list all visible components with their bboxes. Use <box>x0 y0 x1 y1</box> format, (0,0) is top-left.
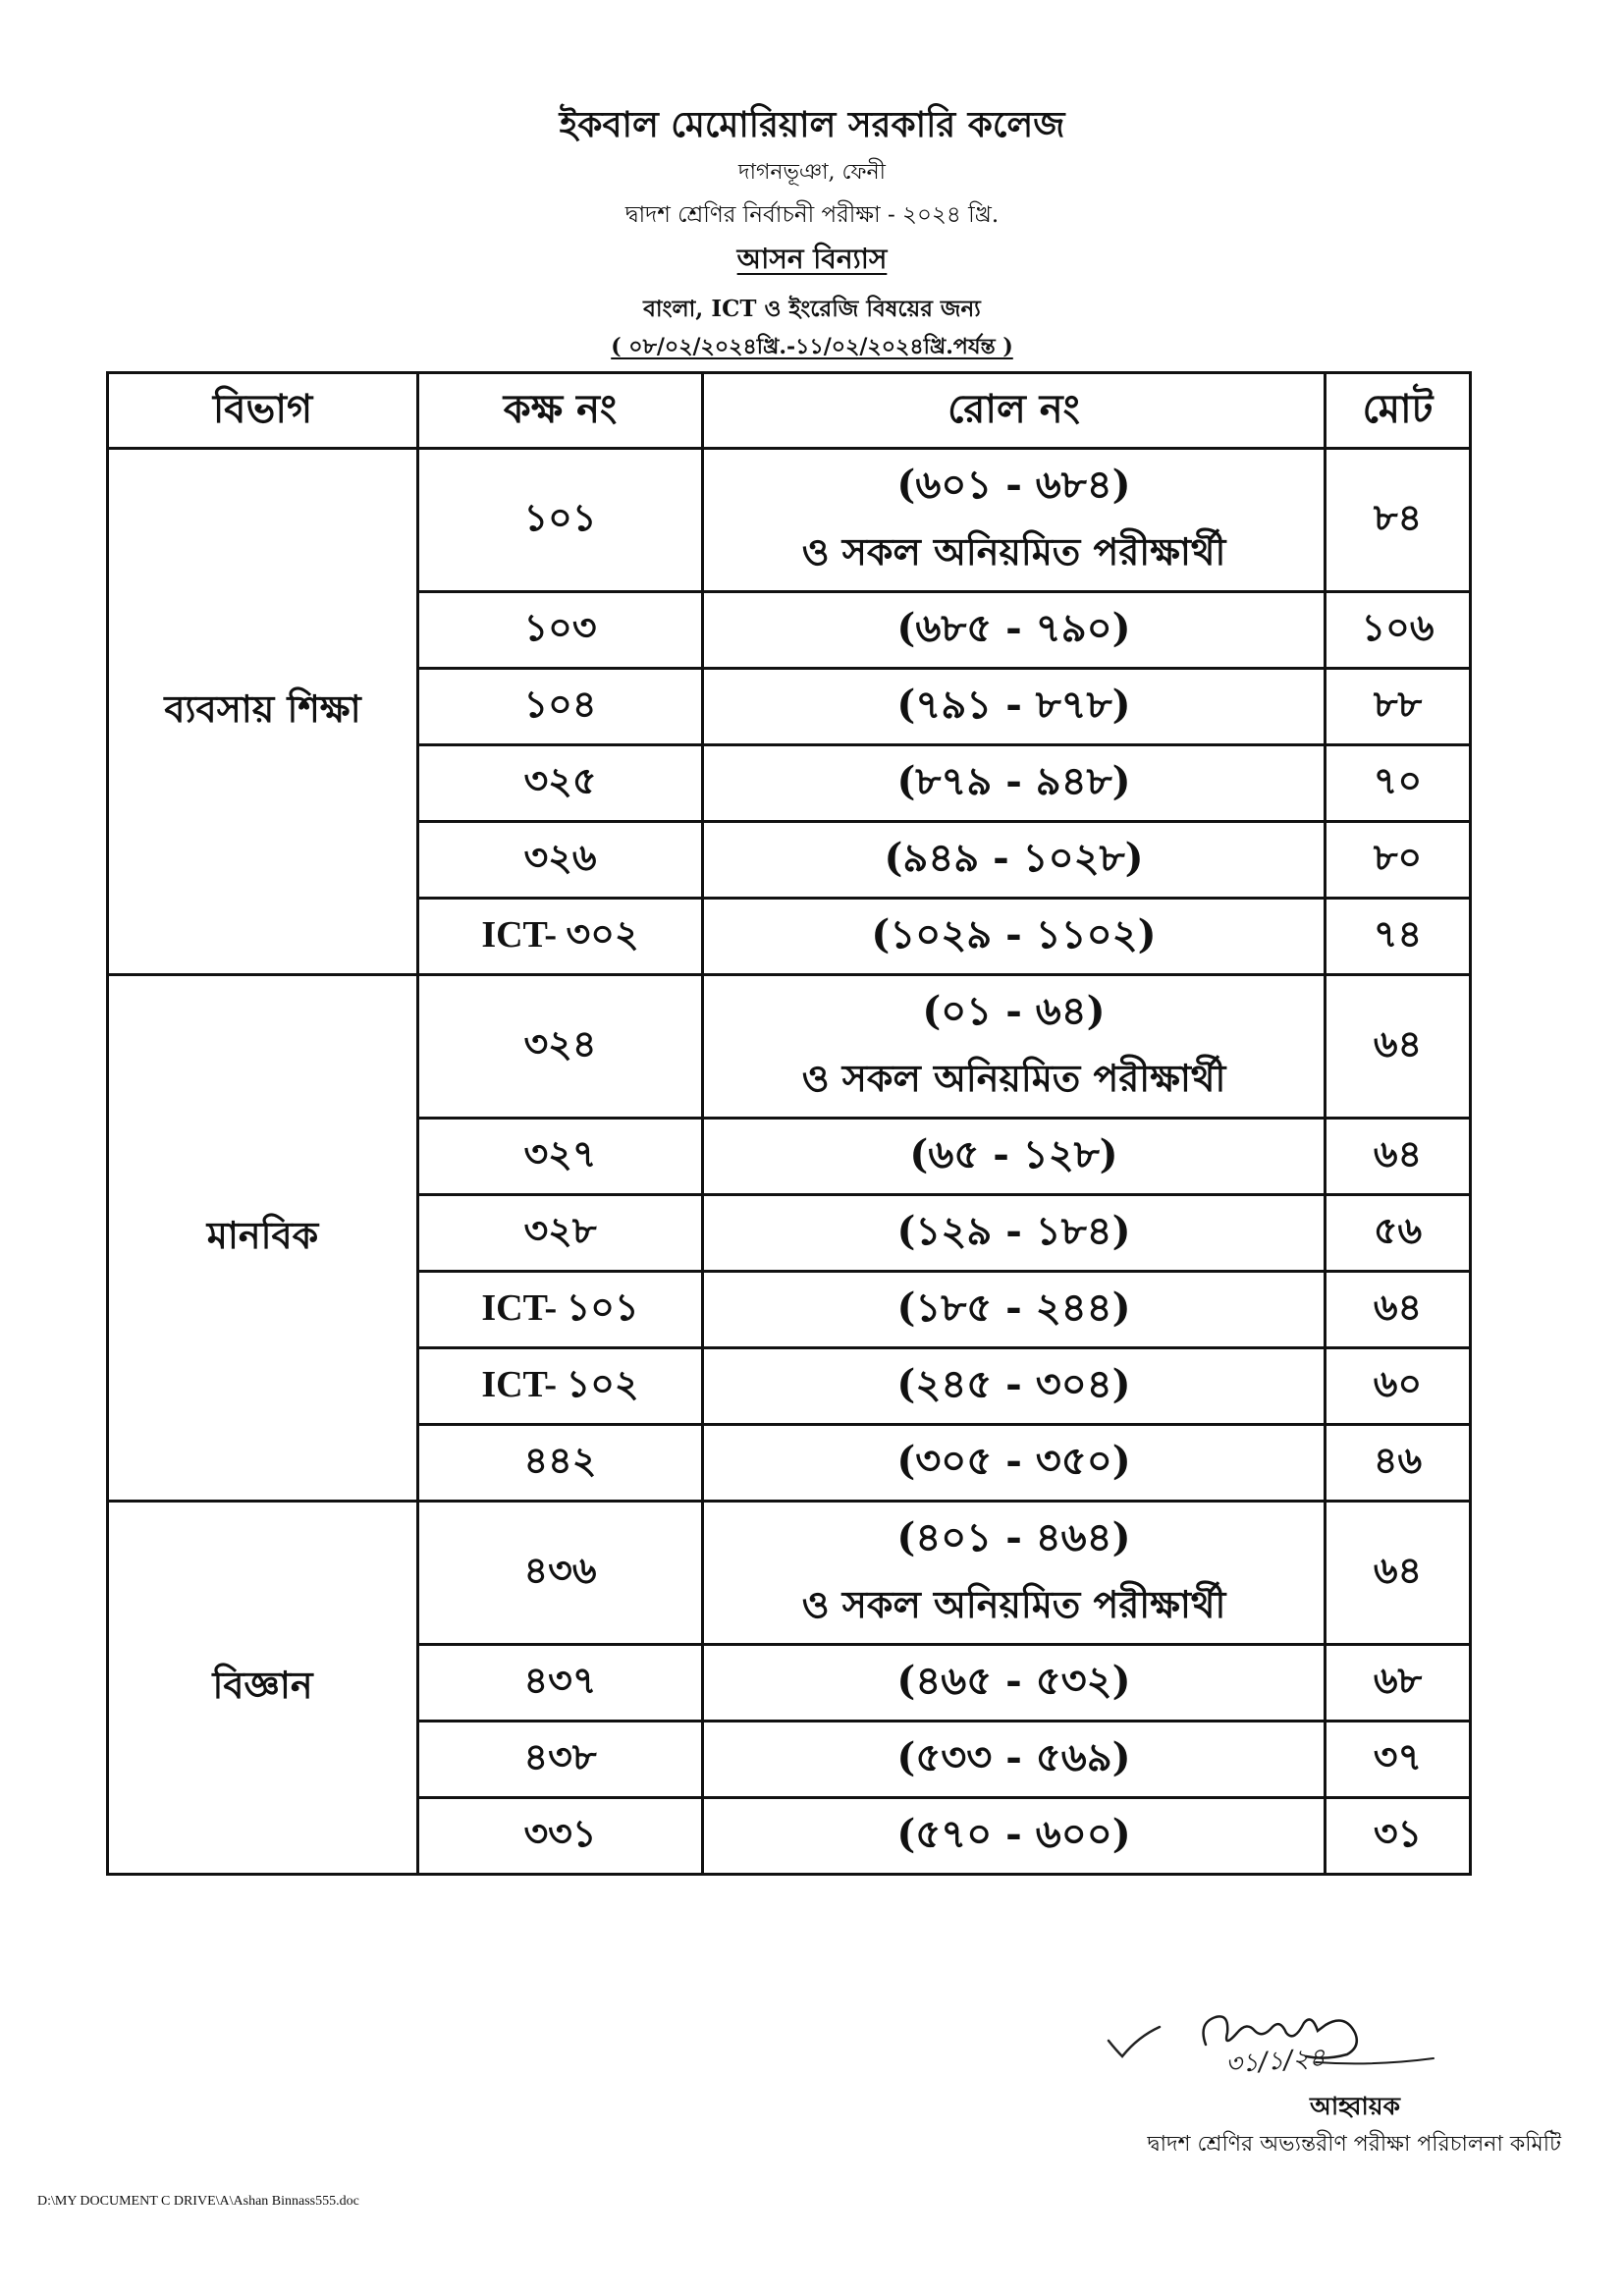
room-cell: ৪৩৮ <box>418 1722 703 1798</box>
table-row <box>108 975 1471 1119</box>
total-cell: ৫৬ <box>1326 1195 1471 1272</box>
committee-name: দ্বাদশ শ্রেণির অভ্যন্তরীণ পরীক্ষা পরিচালনা কমিটি <box>1147 2132 1561 2157</box>
roll-range: (৩০৫ - ৩৫০) <box>896 1438 1131 1484</box>
roll-cell <box>703 1272 1326 1348</box>
roll-range: (১০২৯ - ১১০২) <box>871 911 1157 957</box>
roll-range: (৪৬৫ - ৫৩২) <box>896 1658 1131 1704</box>
college-location: দাগনভূঞা, ফেনী <box>738 160 886 185</box>
roll-cell <box>703 975 1326 1119</box>
total-cell: ৩১ <box>1326 1798 1471 1875</box>
roll-cell <box>703 1119 1326 1195</box>
room-cell: ৩২৬ <box>418 822 703 899</box>
roll-cell <box>703 592 1326 669</box>
convener-label: আহ্বায়ক <box>1310 2092 1400 2120</box>
roll-cell <box>703 669 1326 745</box>
room-cell: ৩২৮ <box>418 1195 703 1272</box>
checkmark-icon <box>1105 2023 1164 2062</box>
total-cell: ৬০ <box>1326 1348 1471 1425</box>
header-room: কক্ষ নং <box>418 373 703 449</box>
room-cell: ৩২৫ <box>418 745 703 822</box>
date-range <box>0 330 1624 366</box>
room-cell: ৪৩৭ <box>418 1645 703 1722</box>
roll-range: (৮৭৯ - ৯৪৮) <box>896 758 1131 804</box>
roll-cell <box>703 899 1326 975</box>
roll-cell <box>703 1722 1326 1798</box>
seat-plan-title-text: আসন বিন্যাস <box>736 243 888 275</box>
roll-cell <box>703 1798 1326 1875</box>
table-row <box>108 1502 1471 1645</box>
total-cell: ৮০ <box>1326 822 1471 899</box>
roll-range: (১৮৫ - ২৪৪) <box>896 1285 1131 1331</box>
table-header-row <box>108 373 1471 449</box>
roll-range: (৬০১ - ৬৮৪) <box>896 462 1131 508</box>
roll-cell <box>703 1348 1326 1425</box>
total-cell: ৭০ <box>1326 745 1471 822</box>
irregular-examinees-note: ও সকল অনিয়মিত পরীক্ষার্থী <box>801 529 1226 574</box>
room-cell: ICT- ৩০২ <box>418 899 703 975</box>
department-cell: ব্যবসায় শিক্ষা <box>108 449 418 975</box>
roll-cell <box>703 449 1326 592</box>
room-cell: ৩২৭ <box>418 1119 703 1195</box>
date-range-text: ( ০৮/০২/২০২৪খ্রি.-১১/০২/২০২৪খ্রি.পর্যন্ত ) <box>611 334 1013 359</box>
subjects-line: বাংলা, ICT ও ইংরেজি বিষয়ের জন্য <box>643 296 981 322</box>
roll-range: (৭৯১ - ৮৭৮) <box>896 682 1131 728</box>
roll-cell <box>703 1645 1326 1722</box>
total-cell: ৬৪ <box>1326 975 1471 1119</box>
roll-cell <box>703 822 1326 899</box>
roll-range: (২৪৫ - ৩০৪) <box>896 1361 1131 1407</box>
roll-range: (১২৯ - ১৮৪) <box>896 1208 1131 1254</box>
roll-range: (৪০১ - ৪৬৪) <box>896 1514 1131 1560</box>
roll-cell <box>703 1502 1326 1645</box>
room-cell: ICT- ১০১ <box>418 1272 703 1348</box>
roll-range: (৬৫ - ১২৮) <box>909 1131 1118 1177</box>
total-cell: ৬৪ <box>1326 1119 1471 1195</box>
total-cell: ১০৬ <box>1326 592 1471 669</box>
seat-plan-body <box>108 449 1471 1875</box>
total-cell: ৮৪ <box>1326 449 1471 592</box>
room-cell: ৪৩৬ <box>418 1502 703 1645</box>
room-cell: ৪৪২ <box>418 1425 703 1502</box>
signature-block <box>1178 2003 1532 2092</box>
header-roll: রোল নং <box>703 373 1326 449</box>
department-cell: বিজ্ঞান <box>108 1502 418 1875</box>
roll-range: (০১ - ৬৪) <box>922 988 1106 1034</box>
room-cell: ৩২৪ <box>418 975 703 1119</box>
file-path-footer: D:\MY DOCUMENT C DRIVE\A\Ashan Binnass555.doc <box>37 2194 359 2209</box>
room-cell: ৩৩১ <box>418 1798 703 1875</box>
exam-title: দ্বাদশ শ্রেণির নির্বাচনী পরীক্ষা - ২০২৪ খ্রি. <box>624 202 1000 228</box>
roll-range: (৫৩৩ - ৫৬৯) <box>896 1734 1131 1780</box>
roll-range: (৯৪৯ - ১০২৮) <box>884 835 1144 881</box>
handwritten-date: ৩১/১/২৪ <box>1224 2043 1326 2080</box>
department-cell: মানবিক <box>108 975 418 1502</box>
roll-range: (৬৮৫ - ৭৯০) <box>896 605 1131 651</box>
table-row <box>108 449 1471 592</box>
irregular-examinees-note: ও সকল অনিয়মিত পরীক্ষার্থী <box>801 1582 1226 1626</box>
room-cell: ICT- ১০২ <box>418 1348 703 1425</box>
roll-cell <box>703 1195 1326 1272</box>
total-cell: ৬৪ <box>1326 1272 1471 1348</box>
total-cell: ৭৪ <box>1326 899 1471 975</box>
total-cell: ৪৬ <box>1326 1425 1471 1502</box>
total-cell: ৮৮ <box>1326 669 1471 745</box>
room-cell: ১০৩ <box>418 592 703 669</box>
seat-plan-table <box>106 371 1472 1876</box>
roll-range: (৫৭০ - ৬০০) <box>896 1811 1131 1857</box>
roll-cell <box>703 745 1326 822</box>
college-name: ইকবাল মেমোরিয়াল সরকারি কলেজ <box>559 104 1065 145</box>
total-cell: ৬৪ <box>1326 1502 1471 1645</box>
room-cell: ১০১ <box>418 449 703 592</box>
total-cell: ৩৭ <box>1326 1722 1471 1798</box>
header-department: বিভাগ <box>108 373 418 449</box>
room-cell: ১০৪ <box>418 669 703 745</box>
irregular-examinees-note: ও সকল অনিয়মিত পরীক্ষার্থী <box>801 1056 1226 1100</box>
roll-cell <box>703 1425 1326 1502</box>
total-cell: ৬৮ <box>1326 1645 1471 1722</box>
seat-plan-title <box>0 238 1624 284</box>
header-total: মোট <box>1326 373 1471 449</box>
